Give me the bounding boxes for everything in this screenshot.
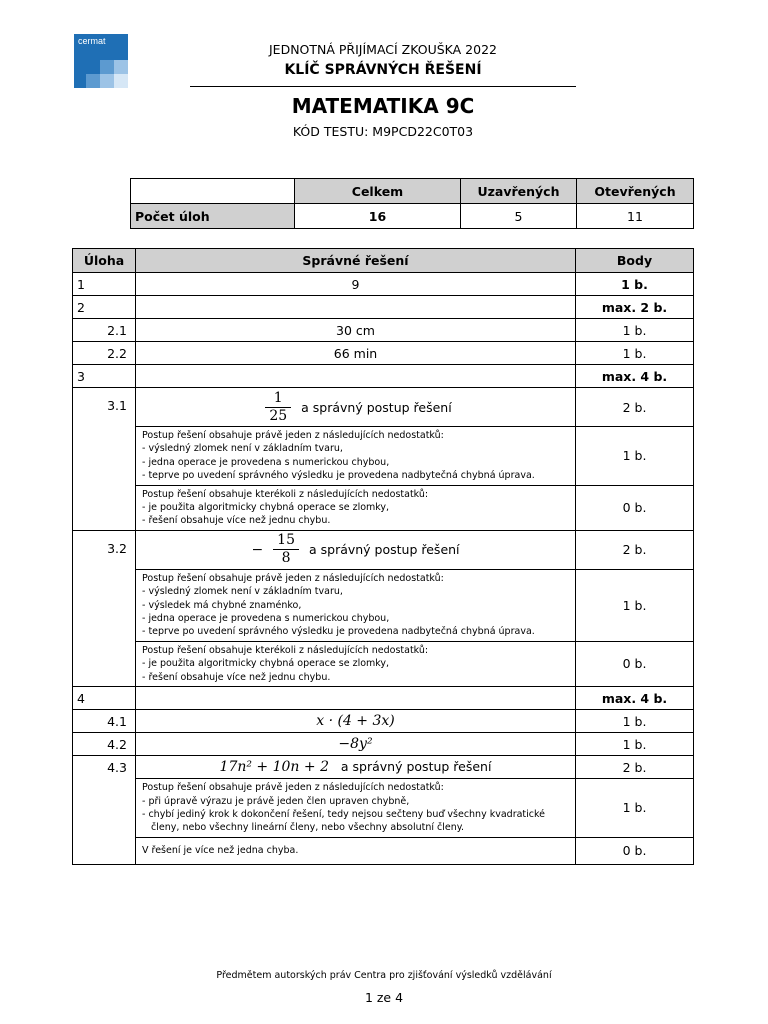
points: 1 b. [576,319,694,342]
table-row [73,427,694,486]
solution-expression: −8y² [136,733,576,756]
answer-key-table [72,248,694,865]
fraction: $\frac{15}{8}$ [273,532,299,567]
points: 1 b. [576,342,694,365]
page-title: MATEMATIKA 9C [291,94,475,118]
zero-criteria: Postup řešení obsahuje kterékoli z následujících nedostatků: - je použita algoritmicky chybná operace se zlomky, - řešení obsahuje více než jednu chybu. [136,641,576,686]
logo-text: cermat [78,36,106,46]
summary-header-closed: Uzavřených [461,179,577,204]
points: 1 b. [576,733,694,756]
header-divider [190,86,576,87]
solution-text: 30 cm [136,319,576,342]
zero-criteria: Postup řešení obsahuje kterékoli z následujících nedostatků: - je použita algoritmicky chybná operace se zlomky, - řešení obsahuje více než jednu chybu. [136,485,576,530]
points: 1 b. [576,779,694,838]
table-row: 2.2 66 min 1 b. [73,342,694,365]
page-number: 1 ze 4 [364,990,404,1005]
table-row: 3 max. 4 b. [73,365,694,388]
table-row [73,641,694,686]
points: 1 b. [576,569,694,641]
points: 1 b. [576,710,694,733]
points: 2 b. [576,756,694,779]
zero-criteria: V řešení je více než jedna chyba. [136,837,576,864]
points: max. 4 b. [576,365,694,388]
copyright-notice: Předmětem autorských práv Centra pro zjišťování výsledků vzdělávání [216,970,552,981]
points: 2 b. [576,388,694,427]
points: 0 b. [576,485,694,530]
table-row: 2.1 30 cm 1 b. [73,319,694,342]
points: 1 b. [576,427,694,486]
partial-criteria: Postup řešení obsahuje právě jeden z následujících nedostatků: - výsledný zlomek není v základním tvaru, - výsledek má chybné znaménko, - jedna operace je provedena s numerickou chybou, - teprve po uvedení správného výsledku je provedena nadbytečná chybná úprava. [136,569,576,641]
header-points: Body [576,249,694,273]
table-row: 4.1 x · (4 + 3x) 1 b. [73,710,694,733]
solution-fraction: $\frac{1}{25}$ a správný postup řešení [136,388,576,427]
summary-row-label: Počet úloh [131,204,295,229]
exam-name: JEDNOTNÁ PŘIJÍMACÍ ZKOUŠKA 2022 [268,42,497,57]
points: max. 2 b. [576,296,694,319]
table-row [73,837,694,864]
table-row [73,485,694,530]
fraction: $\frac{1}{25}$ [265,390,291,425]
table-row: 4 max. 4 b. [73,687,694,710]
points: 0 b. [576,641,694,686]
table-row: 1 9 1 b. [73,273,694,296]
solution-text: 66 min [136,342,576,365]
points: 1 b. [576,273,694,296]
points: max. 4 b. [576,687,694,710]
summary-total-value: 16 [295,204,461,229]
summary-table [130,178,694,229]
header-task: Úloha [73,249,136,273]
table-row: 3.1 $\frac{1}{25}$ a správný postup řešení 2 b. [73,388,694,427]
table-row [73,569,694,641]
solution-text: 9 [136,273,576,296]
points: 2 b. [576,530,694,569]
table-row: 3.2 − $\frac{15}{8}$ a správný postup řešení 2 b. [73,530,694,569]
table-row: 4.2 −8y² 1 b. [73,733,694,756]
table-row [73,779,694,838]
document-subtitle: KLÍČ SPRÁVNÝCH ŘEŠENÍ [284,62,482,78]
table-row: 2 max. 2 b. [73,296,694,319]
test-code: KÓD TESTU: M9PCD22C0T03 [292,124,474,139]
summary-header-open: Otevřených [577,179,694,204]
solution-expression: 17n² + 10n + 2 a správný postup řešení [136,756,576,779]
summary-header-total: Celkem [295,179,461,204]
summary-open-value: 11 [577,204,694,229]
solution-fraction: − $\frac{15}{8}$ a správný postup řešení [136,530,576,569]
header-solution: Správné řešení [136,249,576,273]
cermat-logo [74,34,128,88]
summary-closed-value: 5 [461,204,577,229]
solution-expression: x · (4 + 3x) [136,710,576,733]
partial-criteria: Postup řešení obsahuje právě jeden z následujících nedostatků: - při úpravě výrazu je právě jeden člen upraven chybně, - chybí jediný krok k dokončení řešení, tedy nejsou sečteny buď všechny kvadratické členy, nebo všechny lineární členy, nebo všechny absolutní členy. [136,779,576,838]
partial-criteria: Postup řešení obsahuje právě jeden z následujících nedostatků: - výsledný zlomek není v základním tvaru, - jedna operace je provedena s numerickou chybou, - teprve po uvedení správného výsledku je provedena nadbytečná chybná úprava. [136,427,576,486]
table-row: 4.3 17n² + 10n + 2 a správný postup řešení 2 b. [73,756,694,779]
points: 0 b. [576,837,694,864]
